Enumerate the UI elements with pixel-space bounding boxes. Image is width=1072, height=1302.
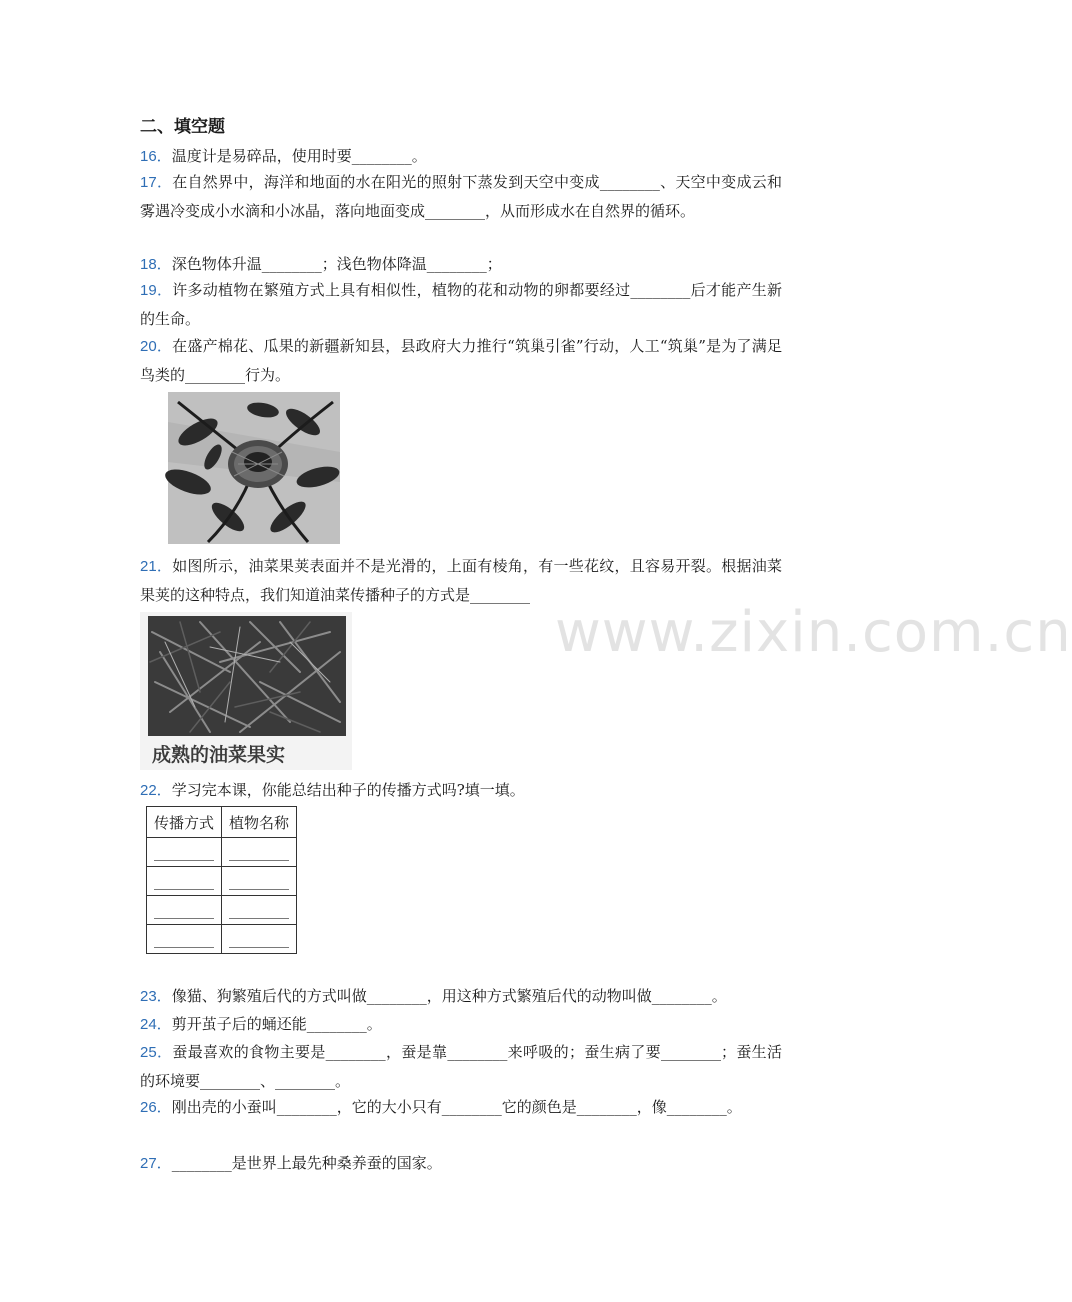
- table-row: [147, 896, 297, 925]
- bird-nest-image: [168, 392, 340, 544]
- question-19: [140, 276, 782, 334]
- question-text: 深色物体升温________；浅色物体降温________；: [171, 255, 502, 273]
- table-cell-blank: ________: [147, 925, 222, 954]
- question-17: [140, 168, 782, 226]
- table-header: 植物名称: [222, 807, 297, 838]
- question-text: 许多动植物在繁殖方式上具有相似性，植物的花和动物的卵都要经过________后才能产生新的生命。: [140, 281, 782, 328]
- question-text: 在盛产棉花、瓜果的新疆新知县，县政府大力推行“筑巢引雀”行动，人工“筑巢”是为了满足鸟类的________行为。: [140, 337, 782, 384]
- question-18: [140, 250, 782, 279]
- question-number: 21．: [140, 558, 173, 575]
- question-text: ________是世界上最先种桑养蚕的国家。: [171, 1154, 442, 1172]
- question-number: 27．: [140, 1155, 172, 1172]
- bird-nest-photo: [168, 392, 340, 544]
- question-number: 22．: [140, 782, 172, 799]
- table-cell-blank: ________: [222, 896, 297, 925]
- table-row: [147, 838, 297, 867]
- question-25: [140, 1038, 782, 1096]
- question-number: 20．: [140, 338, 173, 355]
- watermark: www.zixin.com.cn: [555, 600, 1072, 665]
- question-text: 剪开茧子后的蛹还能________。: [171, 1015, 382, 1033]
- question-text: 像猫、狗繁殖后代的方式叫做________，用这种方式繁殖后代的动物叫做________。: [171, 987, 727, 1005]
- question-number: 19．: [140, 282, 173, 299]
- table-cell-blank: ________: [222, 925, 297, 954]
- question-text: 如图所示，油菜果荚表面并不是光滑的，上面有棱角，有一些花纹，且容易开裂。根据油菜果荚的这种特点，我们知道油菜传播种子的方式是________: [140, 557, 782, 604]
- table-cell-blank: ________: [222, 838, 297, 867]
- table-row: [147, 867, 297, 896]
- figure-caption: 成熟的油菜果实: [140, 736, 352, 770]
- question-21: [140, 552, 782, 610]
- question-number: 26．: [140, 1099, 172, 1116]
- table-cell-blank: ________: [147, 867, 222, 896]
- question-16: [140, 142, 782, 171]
- question-number: 18．: [140, 256, 172, 273]
- question-number: 24．: [140, 1016, 172, 1033]
- question-20: [140, 332, 782, 390]
- question-text: 在自然界中，海洋和地面的水在阳光的照射下蒸发到天空中变成________、天空中变成云和雾遇冷变成小水滴和小冰晶，落向地面变成________，从而形成水在自然界的循环。: [140, 173, 782, 220]
- table-cell-blank: ________: [222, 867, 297, 896]
- question-text: 学习完本课，你能总结出种子的传播方式吗?填一填。: [171, 781, 525, 799]
- rapeseed-photo: [140, 612, 352, 770]
- question-number: 25．: [140, 1044, 173, 1061]
- table-header: 传播方式: [147, 807, 222, 838]
- question-24: [140, 1010, 782, 1039]
- question-number: 16．: [140, 148, 172, 165]
- question-23: [140, 982, 782, 1011]
- question-22: [140, 776, 782, 805]
- question-number: 23．: [140, 988, 172, 1005]
- question-number: 17．: [140, 174, 173, 191]
- section-title: 二、填空题: [140, 117, 225, 137]
- table-cell-blank: ________: [147, 896, 222, 925]
- question-text: 刚出壳的小蚕叫________，它的大小只有________它的颜色是________，像________。: [171, 1098, 742, 1116]
- seed-dispersal-table: [146, 806, 297, 954]
- table-cell-blank: ________: [147, 838, 222, 867]
- table-row: [147, 925, 297, 954]
- question-27: [140, 1149, 782, 1178]
- question-text: 温度计是易碎品，使用时要________。: [171, 147, 427, 165]
- question-26: [140, 1093, 782, 1122]
- question-text: 蚕最喜欢的食物主要是________，蚕是靠________来呼吸的；蚕生病了要________；蚕生活的环境要________、________。: [140, 1043, 782, 1090]
- table-header-row: [147, 807, 297, 838]
